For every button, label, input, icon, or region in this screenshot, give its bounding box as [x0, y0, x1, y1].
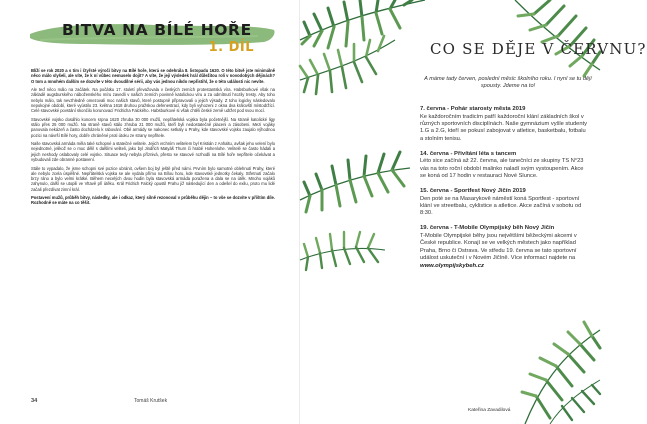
event-website-link[interactable]: www.olympijskybeh.cz: [420, 262, 484, 269]
page-number: 34: [31, 398, 38, 404]
article-closing: Postavení mužů, průběh bitvy, následky, ale i odkaz, který silně rezonoval v průběhu dějin – to vše se dozvíte v příštím díle. Rozhodně se máte na co těšit.: [31, 195, 275, 206]
palm-leaf-icon: [300, 0, 425, 48]
events-intro: A máme tady červen, poslední měsíc školního roku. I nyní se tu dějí spousty. Jdeme na to!: [424, 76, 592, 90]
palm-leaf-icon: [515, 0, 600, 76]
palm-leaf-icon: [300, 152, 410, 212]
article-author: Tomáš Krutšek: [134, 398, 168, 404]
events-list: [420, 106, 590, 278]
event-item: [420, 106, 590, 143]
article-title: BITVA NA BÍLÉ HOŘE: [62, 21, 252, 39]
events-heading: CO SE DĚJE V ČERVNU?: [430, 40, 647, 58]
event-description: Den poté se na Masarykově náměstí koná Sportfest - sportovní klání ve streetbalu, cyklistice a atletice. Akce začíná v sobotu od 8:30.: [420, 195, 582, 217]
article-part-label: 1. DÍL: [208, 40, 254, 55]
event-description: T-Mobile Olympijské běhy jsou největšími běžeckými akcemi v České republice. Konají se ve velkých městech jako například Praha, Brno či Ostrava. Ve středu 19. června se tato sportovní událost uskuteční i v Novém Jičíně. Více informací najdete na: [420, 232, 577, 262]
event-item: [420, 188, 590, 218]
event-description: Léto sice začíná až 22. června, ale tanečníci ze skupiny TS N°23 vás na toto roční období malinko naladí svým vystoupením. Akce se koná od 17 hodin v restauraci Nové Slunce.: [420, 158, 584, 180]
palm-leaf-icon: [522, 322, 600, 424]
event-title: 19. června - T-Mobile Olympijský běh Nový Jičín: [420, 225, 555, 232]
article-lead: Blíží se rok 2020 a s tím i čtyřsté výročí bitvy na Bílé hoře, která se odehrála 8. listopadu 1620. O této bitvě jste minimálně něco málo slyšeli, ale víte, že k ní vůbec nemuselo dojít? A víte, že její výsledek hrál důležitou roli v novodobých dějinách? O tom a mnohém dalším se dozvíte v této dvoudílné sérii, aby vás jednou nikdo nepřistihl, že o této události nic nevíte.: [31, 68, 275, 84]
article-body: [31, 68, 275, 209]
palm-leaf-icon: [550, 380, 600, 424]
article-paragraph: Stavovské vojsko dosáhlo koncem srpna 1620 zhruba 30 000 mužů, nepřátelská vojska byla početnější. Na straně katolické ligy stálo přes 25 000 mužů. Na straně stavů stálo zhruba 21 000 mužů, kteří byli nedostatečně placeni a zásobeni. Mezi vojáky panovala nekázeň a často docházelo k rabování. Obě armády se nakonec setkaly u Prahy, kde stavovské vojsko zaujalo výhodnou pozici na návrší Bílé hory, dobře chráněné proti útoku ze strany nepřítele.: [31, 116, 275, 138]
event-title: 7. června - Pohár starosty města 2019: [420, 106, 526, 112]
events-author: Kateřina Zavadilová: [468, 408, 511, 413]
event-item: [420, 225, 590, 270]
palm-leaf-icon: [300, 232, 385, 270]
article-paragraph: Stále to vypadalo, že jsme schopni své pozice ubránit, ovšem boj byl ještě před námi. Prvním bylo samotné oblehnutí Prahy, které ale nebylo zcela úspěšné. Nepřátelská vojska se ale vydala přímo na Bílou horu, kde stavovské jednotky čekaly. Střetnutí začalo brzy ráno a bylo velmi krátké. Během necelých dvou hodin byla stavovská armáda poražena a dala se na útěk. Mnoho vojáků zahynulo, další se utopili ve Vltavě při útěku. Král Fridrich Falcký opustil Prahu již následující den a odešel do exilu, proto mu lidé začali přezdívat zimní král.: [31, 165, 275, 192]
event-title: 14. června - Přivítání léta s tancem: [420, 150, 517, 157]
article-paragraph: Ale teď něco málo na začátek. Na počátku 17. století převažovala v českých zemích protestantská víra. Habsburkové však na základě augsburského náboženského míru zavedli v našich zemích povinně katolickou víru a za odmítnutí hrozily tresty. Aby toho nebylo málo, tak nevzhledně omezovali moc našich stavů, které postupně připravovali o jejich výsady. Z toho logicky následovalo nepokojné období, které vyústilo 23. května 1618 druhou pražskou defenestrací, kdy byli vyhozeni z okna dva královští místodržící. Celé stavovské povstání skončilo korunovací Fridricha Falckého. Habsburkové si však chtěli české země udržet pod svou mocí.: [31, 87, 275, 114]
right-page: [300, 0, 647, 424]
event-item: [420, 151, 590, 181]
event-description: Ke každoročním tradicím patří každoroční klání základních škol v různých sportovních disciplínách. Naše gymnázium vyšle studenty 1.G a 2.G, kteří se pokusí zabojovat v atletice, basketbalu, fotbalu a stolním tenisu.: [420, 113, 587, 142]
article-paragraph: Naše stavovská armáda měla také schopné a statečné velitele. Jejich vrchním velitelem byl Kristián z Anhaltu, avšak jeho velení bylo nejednotné, jelikož se o moc dělil s dalšími veliteli, jako byl Jindřich Matyáš Thurn či hrabě Hohenlohe. Velitelé se často hádali a jejich neshody oslabovaly celé vojsko. Situace tedy nebyla příznivá, přesto se stavové rozhodli na Bílé hoře nepřítele očekávat a vybudovali zde obranné postavení.: [31, 141, 275, 163]
left-page: [0, 0, 300, 424]
event-title: 15. června - Sportfest Nový Jičín 2019: [420, 188, 526, 195]
article-title-block: [26, 18, 278, 54]
